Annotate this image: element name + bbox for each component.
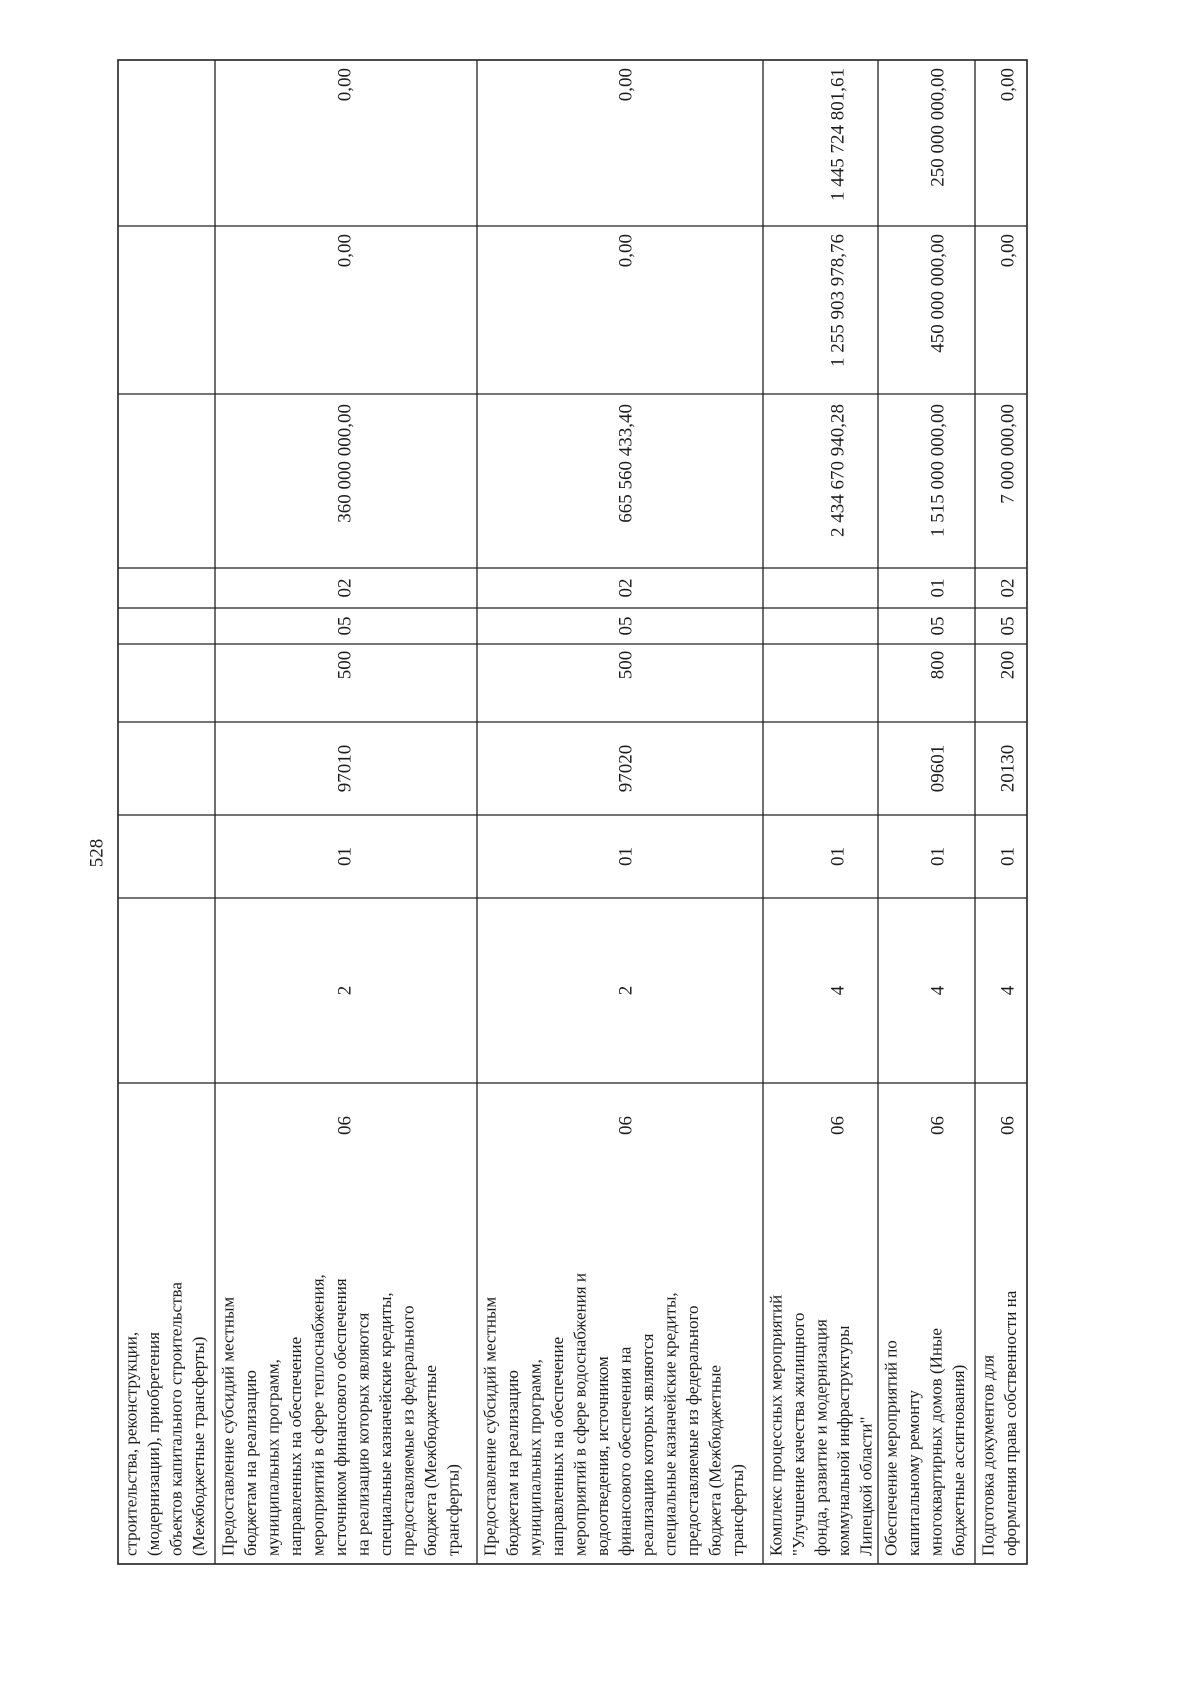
row-description-line: "Улучшение качества жилищного	[789, 1312, 808, 1556]
cell-amount-year-2: 0,00	[615, 234, 637, 268]
cell-expense-type: 800	[927, 650, 949, 680]
cell-amount-year-1: 360 000 000,00	[334, 404, 356, 523]
row-description-line: муниципальных программ,	[263, 1359, 283, 1556]
cell-subprogram-code: 4	[827, 985, 849, 996]
row-description-line: специальные казначейские кредиты,	[376, 1292, 395, 1556]
row-description-line: строительства, реконструкции,	[121, 1331, 141, 1556]
row-description-line: предоставляемые из федерального	[683, 1305, 702, 1556]
cell-section: 05	[615, 616, 637, 636]
row-description-line: направленных на обеспечение	[286, 1336, 305, 1556]
cell-program-code: 06	[334, 1116, 356, 1135]
cell-subprogram-code: 4	[997, 985, 1019, 996]
cell-amount-year-2: 0,00	[997, 234, 1019, 268]
table-body	[122, 68, 1021, 1556]
cell-main-event-code: 01	[997, 847, 1019, 866]
row-description-line: на реализацию которых являются	[353, 1312, 373, 1556]
row-description-line: оформления права собственности на	[1001, 1290, 1020, 1556]
row-description-line: бюджетные ассигнования)	[949, 1364, 968, 1556]
cell-main-event-code: 01	[334, 847, 356, 866]
cell-direction-code: 20130	[997, 744, 1019, 793]
cell-program-code: 06	[927, 1116, 949, 1135]
cell-subprogram-code: 4	[927, 985, 949, 996]
cell-amount-year-1: 7 000 000,00	[997, 404, 1019, 504]
cell-amount-year-1: 2 434 670 940,28	[827, 404, 849, 537]
cell-main-event-code: 01	[615, 847, 637, 866]
row-description-line: мероприятий в сфере водоснабжения и	[570, 1273, 590, 1556]
cell-main-event-code: 01	[827, 847, 849, 866]
cell-subsection: 02	[997, 578, 1019, 598]
cell-amount-year-3: 1 445 724 801,61	[827, 68, 849, 201]
row-description-line: трансферты)	[443, 1464, 463, 1556]
row-description-line: объектов капитального строительства	[166, 1282, 186, 1556]
cell-expense-type: 500	[615, 650, 637, 680]
row-description-line: коммунальной инфраструктуры	[834, 1325, 853, 1556]
row-description-line: трансферты)	[728, 1464, 747, 1556]
cell-amount-year-3: 250 000 000,00	[927, 68, 949, 187]
row-description-line: водоотведения, источником	[593, 1356, 612, 1556]
row-description-line: Подготовка документов для	[978, 1354, 998, 1556]
cell-subsection: 02	[615, 578, 637, 598]
row-description-line: муниципальных программ,	[525, 1359, 545, 1556]
row-description-line: (модернизации), приобретения	[144, 1332, 163, 1556]
row-description-line: бюджетам на реализацию	[503, 1370, 522, 1556]
row-description-line: Предоставление субсидий местным	[218, 1296, 238, 1556]
cell-subsection: 01	[927, 578, 949, 598]
row-description-line: бюджета (Межбюджетные	[705, 1365, 725, 1556]
cell-amount-year-2: 450 000 000,00	[927, 234, 949, 353]
row-description-line: Предоставление субсидий местным	[480, 1296, 500, 1556]
cell-program-code: 06	[827, 1116, 849, 1135]
cell-direction-code: 09601	[927, 744, 949, 793]
row-description-line: (Межбюджетные трансферты)	[189, 1336, 208, 1556]
row-description-line: фонда, развитие и модернизация	[811, 1319, 831, 1556]
row-description-line: капитальному ремонту	[904, 1390, 923, 1556]
row-description-line: направленных на обеспечение	[548, 1336, 567, 1556]
cell-program-code: 06	[997, 1116, 1019, 1135]
row-description-line: Комплекс процессных мероприятий	[766, 1294, 786, 1556]
cell-amount-year-2: 0,00	[334, 234, 356, 268]
row-description-line: мероприятий в сфере теплоснабжения,	[308, 1274, 328, 1556]
row-description-line: Обеспечение мероприятий по	[881, 1340, 901, 1556]
cell-section: 05	[334, 616, 356, 636]
cell-main-event-code: 01	[927, 847, 949, 866]
cell-amount-year-2: 1 255 903 978,76	[827, 234, 849, 367]
cell-expense-type: 500	[334, 650, 356, 680]
cell-program-code: 06	[615, 1116, 637, 1135]
row-description-line: бюджета (Межбюджетные	[421, 1365, 440, 1556]
cell-section: 05	[927, 616, 949, 636]
cell-subprogram-code: 2	[615, 985, 637, 996]
row-description-line: источником финансового обеспечения	[331, 1278, 350, 1556]
cell-direction-code: 97020	[615, 744, 637, 793]
row-description-line: предоставляемые из федерального	[398, 1305, 418, 1556]
row-description-line: финансового обеспечения на	[615, 1346, 635, 1556]
row-description-line: бюджетам на реализацию	[241, 1370, 260, 1556]
row-description-line: специальные казначейские кредиты,	[660, 1292, 680, 1556]
cell-subsection: 02	[334, 578, 356, 598]
cell-section: 05	[997, 616, 1019, 636]
cell-amount-year-3: 0,00	[334, 68, 356, 102]
cell-expense-type: 200	[997, 650, 1019, 680]
cell-amount-year-3: 0,00	[615, 68, 637, 102]
row-description-line: реализацию которых являются	[638, 1333, 657, 1556]
row-description-line: Липецкой области"	[856, 1416, 876, 1556]
cell-amount-year-1: 665 560 433,40	[615, 404, 637, 523]
cell-amount-year-3: 0,00	[997, 68, 1019, 102]
cell-direction-code: 97010	[334, 744, 356, 793]
cell-amount-year-1: 1 515 000 000,00	[927, 404, 949, 537]
page-number: 528	[86, 838, 108, 868]
cell-subprogram-code: 2	[334, 985, 356, 996]
row-description-line: многоквартирных домов (Иные	[926, 1328, 946, 1556]
